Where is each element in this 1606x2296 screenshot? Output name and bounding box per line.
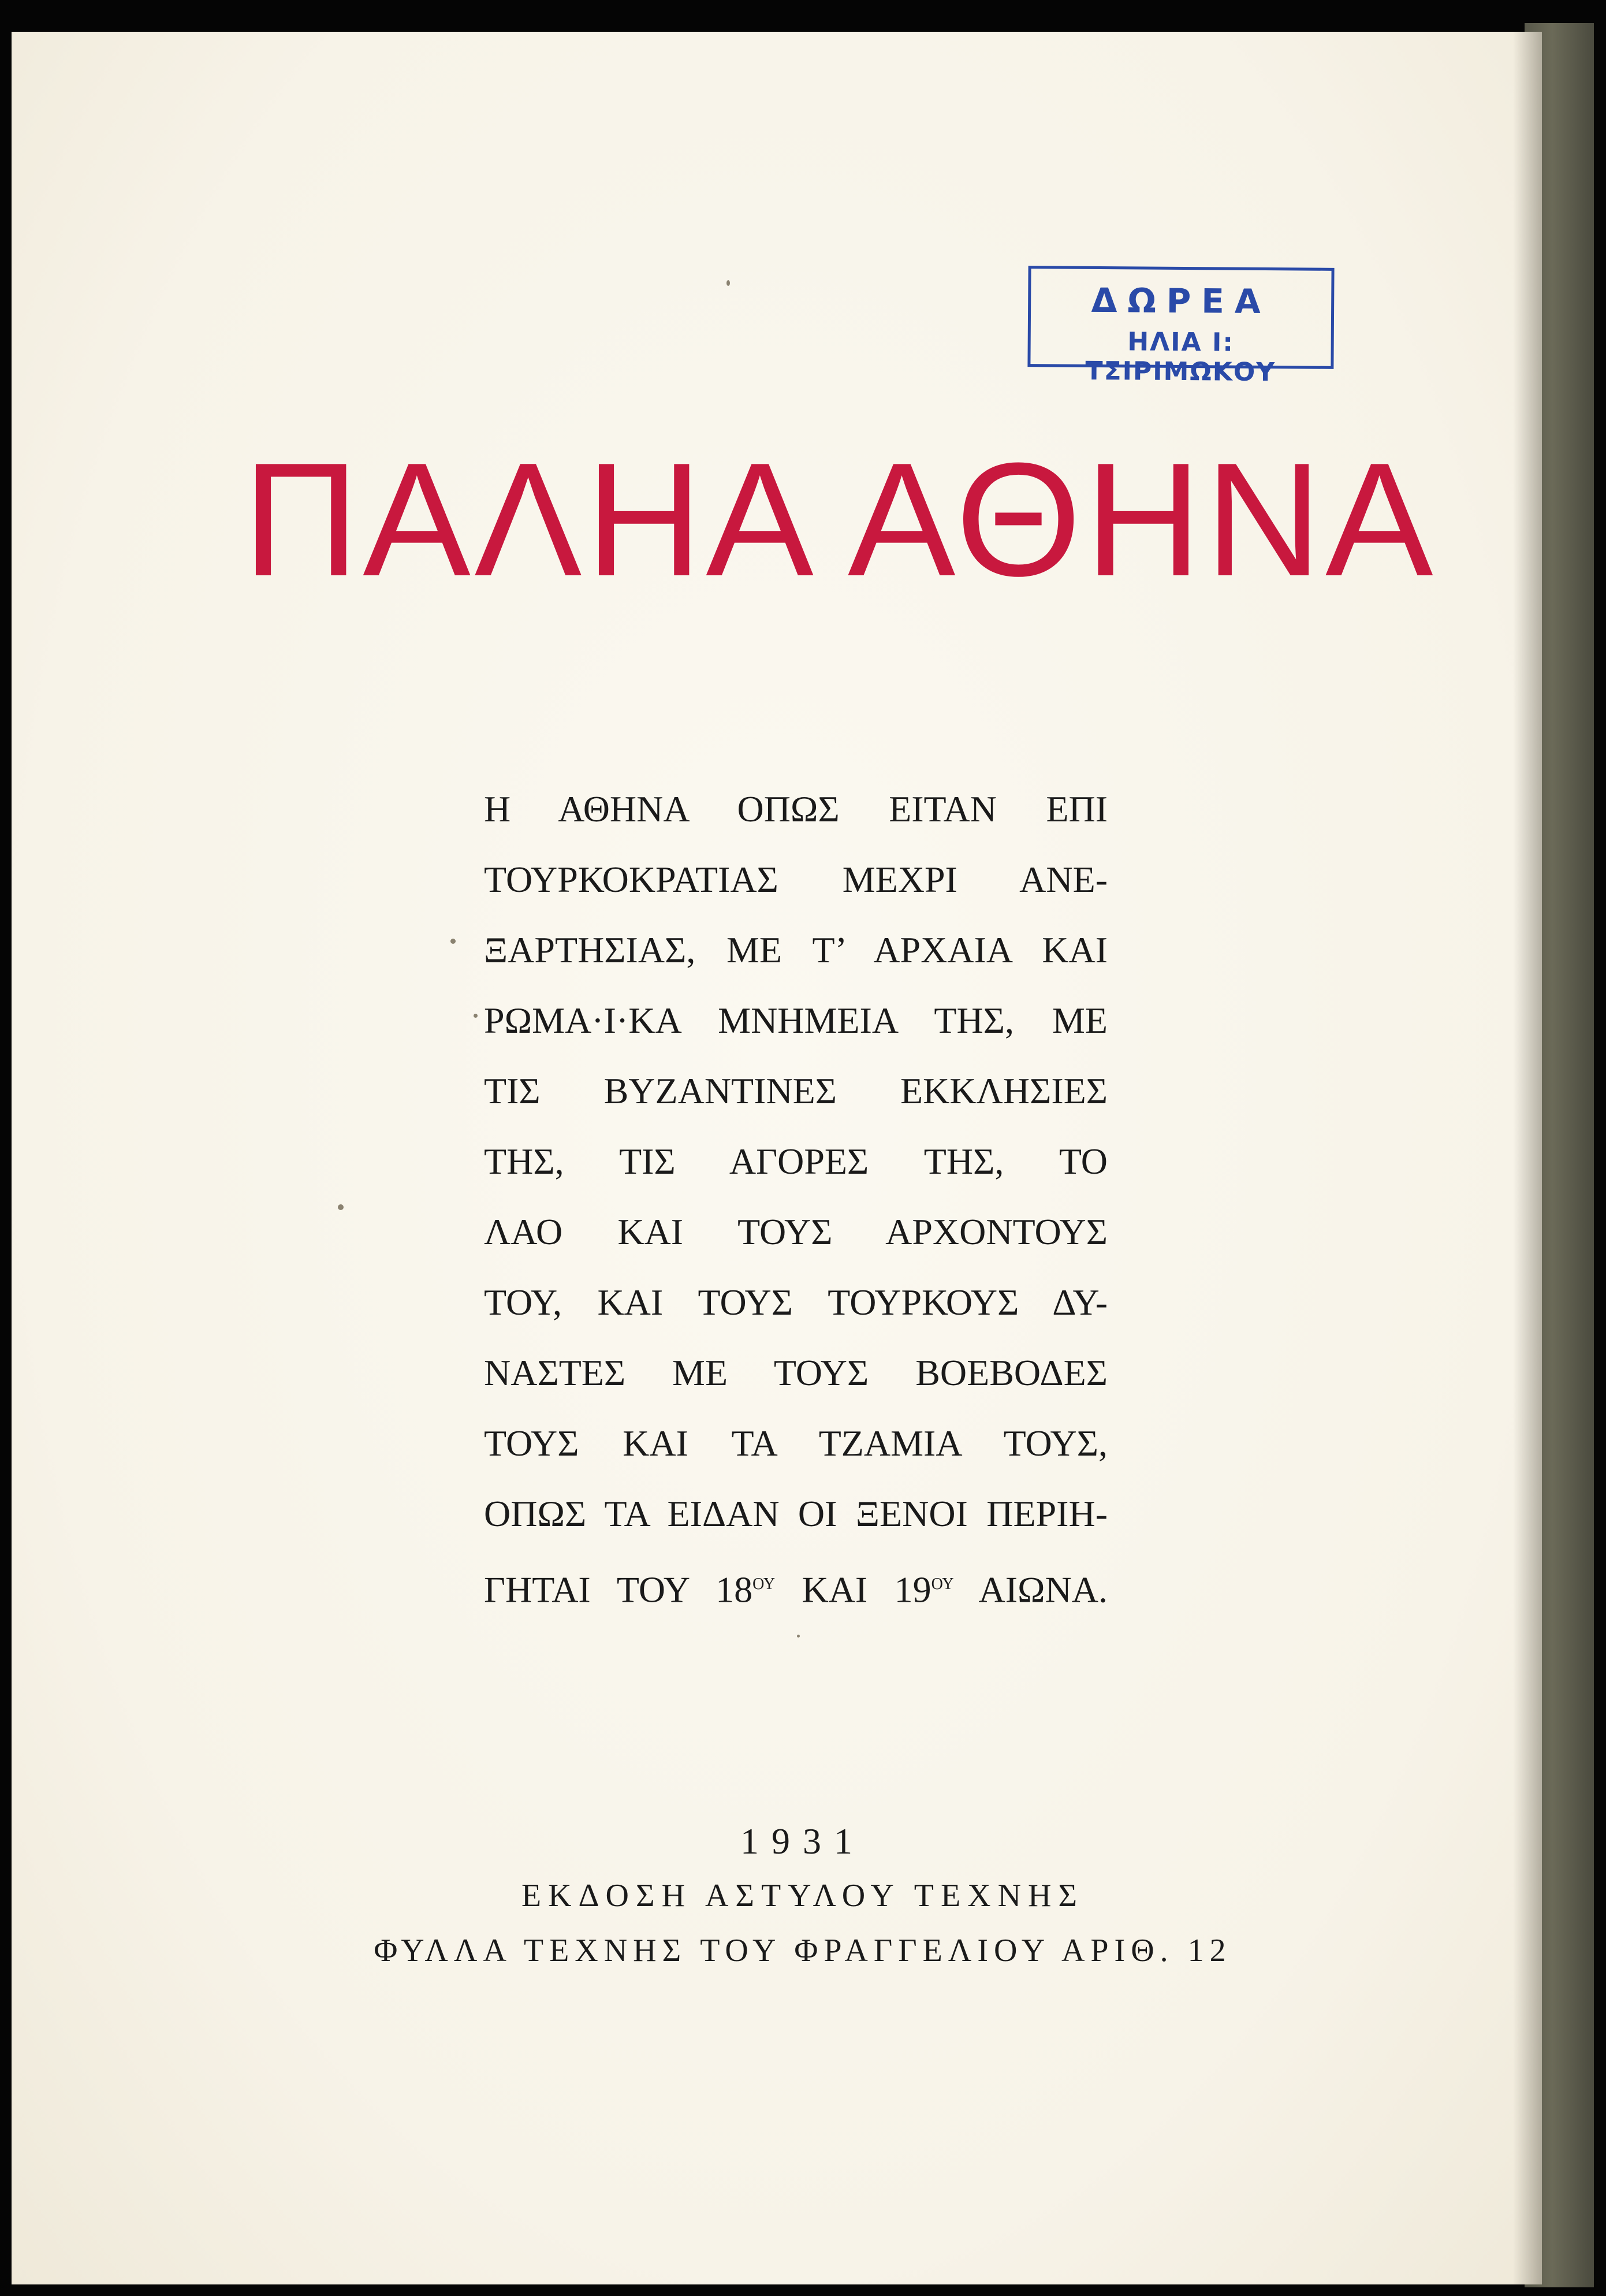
description-line: ΝΑΣΤΕΣ ΜΕ ΤΟΥΣ ΒΟΕΒΟΔΕΣ bbox=[484, 1352, 1108, 1393]
page-gutter-shadow bbox=[1513, 32, 1542, 2284]
last-line-middle: ΚΑΙ 19 bbox=[775, 1569, 931, 1610]
paper-speck bbox=[450, 939, 456, 944]
description-line: ΤΙΣ ΒΥΖΑΝΤΙΝΕΣ ΕΚΚΛΗΣΙΕΣ bbox=[484, 1070, 1108, 1111]
paper-speck bbox=[474, 1014, 478, 1018]
description-last-line bbox=[484, 1549, 1108, 1620]
superscript: ΟΥ bbox=[931, 1575, 954, 1593]
stamp-heading: ΔΩΡΕΑ bbox=[1091, 280, 1272, 322]
description-line: ΤΟΥΣ ΚΑΙ ΤΑ ΤΖΑΜΙΑ ΤΟΥΣ, bbox=[484, 1423, 1108, 1464]
subtitle-description bbox=[484, 774, 1108, 1620]
paper-speck bbox=[338, 1204, 344, 1210]
publisher: ΕΚΔΟΣΗ ΑΣΤΥΛΟΥ ΤΕΧΝΗΣ bbox=[521, 1878, 1085, 1914]
description-line: ΤΟΥΡΚΟΚΡΑΤΙΑΣ ΜΕΧΡΙ ΑΝΕ- bbox=[484, 859, 1108, 900]
last-line-start: ΓΗΤΑΙ ΤΟΥ 18 bbox=[484, 1569, 753, 1610]
description-line: Η ΑΘΗΝΑ ΟΠΩΣ ΕΙΤΑΝ ΕΠΙ bbox=[484, 788, 1108, 829]
imprint bbox=[312, 1814, 1294, 1978]
book-title: ΠΑΛΗΑ ΑΘΗΝΑ bbox=[243, 430, 1437, 610]
series-info: ΦΥΛΛΑ ΤΕΧΝΗΣ ΤΟΥ ΦΡΑΓΓΕΛΙΟΥ ΑΡΙΘ. 12 bbox=[374, 1933, 1232, 1968]
description-line: ΡΩΜΑ·Ι·ΚΑ ΜΝΗΜΕΙΑ ΤΗΣ, ΜΕ bbox=[484, 1000, 1108, 1041]
paper-speck bbox=[797, 1635, 800, 1638]
last-line-end: ΑΙΩΝΑ. bbox=[953, 1569, 1108, 1610]
publication-year: 1931 bbox=[740, 1821, 865, 1862]
stamp-donor-name: ΗΛΙΑ Ι: ΤΣΙΡΙΜΩΚΟΥ bbox=[1085, 327, 1276, 388]
superscript: ΟΥ bbox=[752, 1575, 776, 1593]
description-line: ΞΑΡΤΗΣΙΑΣ, ΜΕ Τ’ ΑΡΧΑΙΑ ΚΑΙ bbox=[484, 929, 1108, 970]
description-line: ΤΟΥ, ΚΑΙ ΤΟΥΣ ΤΟΥΡΚΟΥΣ ΔΥ- bbox=[484, 1282, 1108, 1323]
description-line: ΟΠΩΣ ΤΑ ΕΙΔΑΝ ΟΙ ΞΕΝΟΙ ΠΕΡΙΗ- bbox=[484, 1493, 1108, 1534]
paper-speck bbox=[726, 280, 730, 286]
description-line: ΛΑΟ ΚΑΙ ΤΟΥΣ ΑΡΧΟΝΤΟΥΣ bbox=[484, 1211, 1108, 1252]
donation-stamp bbox=[1027, 266, 1334, 388]
description-line: ΤΗΣ, ΤΙΣ ΑΓΟΡΕΣ ΤΗΣ, ΤΟ bbox=[484, 1141, 1108, 1182]
